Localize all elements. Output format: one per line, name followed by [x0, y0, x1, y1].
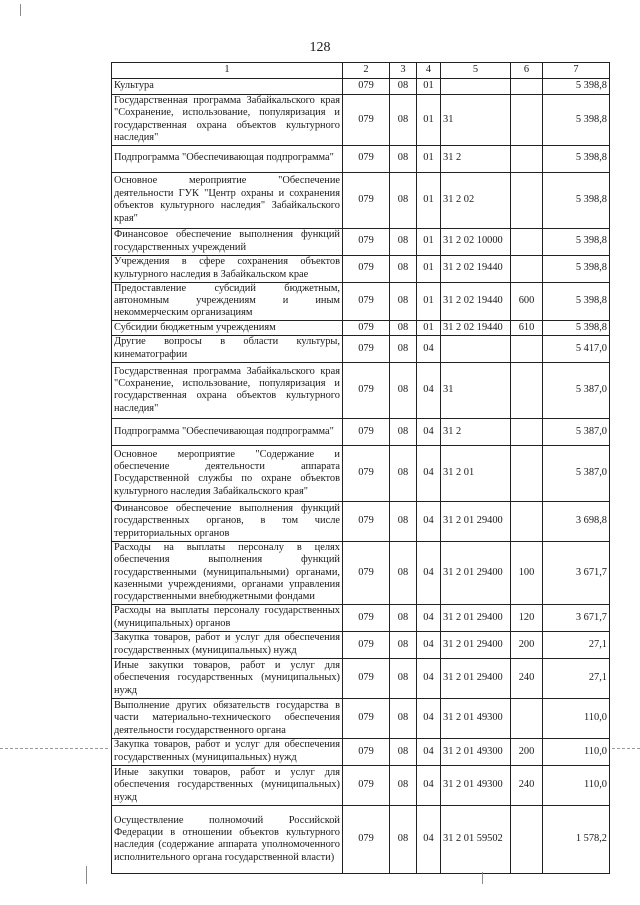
subsection-code: 01	[417, 95, 441, 146]
subsection-code: 04	[417, 335, 441, 362]
expense-type: 610	[511, 320, 543, 335]
subsection-code: 04	[417, 738, 441, 765]
section-code: 08	[390, 765, 417, 805]
section-code: 08	[390, 501, 417, 541]
amount: 5 398,8	[543, 145, 610, 172]
section-code: 08	[390, 320, 417, 335]
table-row	[112, 335, 610, 362]
section-code: 08	[390, 362, 417, 418]
row-name: Иные закупки товаров, работ и услуг для обеспечения государственных (муниципальных) нужд	[112, 658, 343, 698]
subsection-code: 04	[417, 541, 441, 604]
expense-type: 120	[511, 604, 543, 631]
expense-type: 240	[511, 765, 543, 805]
subsection-code: 04	[417, 805, 441, 873]
section-code: 08	[390, 604, 417, 631]
scan-artifact-line	[0, 748, 108, 749]
amount: 110,0	[543, 765, 610, 805]
subsection-code: 04	[417, 631, 441, 658]
target-article	[441, 79, 511, 95]
table-row	[112, 658, 610, 698]
row-name: Государственная программа Забайкальского края "Сохранение, использование, популяризация и государственная охрана объектов культурного наследия"	[112, 95, 343, 146]
subsection-code: 04	[417, 418, 441, 445]
ministry-code: 079	[343, 445, 390, 501]
col-header-amount: 7	[543, 63, 610, 79]
row-name: Закупка товаров, работ и услуг для обеспечения государственных (муниципальных) нужд	[112, 631, 343, 658]
ministry-code: 079	[343, 501, 390, 541]
col-header-ministry: 2	[343, 63, 390, 79]
section-code: 08	[390, 445, 417, 501]
table-row	[112, 255, 610, 282]
target-article: 31 2 01 49300	[441, 738, 511, 765]
amount: 110,0	[543, 698, 610, 738]
ministry-code: 079	[343, 255, 390, 282]
target-article: 31 2 02	[441, 172, 511, 228]
scan-artifact-tick	[20, 4, 21, 16]
amount: 5 398,8	[543, 255, 610, 282]
expense-type: 600	[511, 282, 543, 320]
table-row	[112, 501, 610, 541]
row-name: Осуществление полномочий Российской Федерации в отношении объектов культурного наследия (содержание аппарата уполномоченного исполнительного органа государственной власти)	[112, 805, 343, 873]
expense-type	[511, 172, 543, 228]
subsection-code: 04	[417, 658, 441, 698]
target-article: 31 2 01 49300	[441, 698, 511, 738]
subsection-code: 01	[417, 255, 441, 282]
target-article: 31 2 02 19440	[441, 320, 511, 335]
target-article: 31 2 02 19440	[441, 255, 511, 282]
amount: 27,1	[543, 658, 610, 698]
table-row	[112, 362, 610, 418]
subsection-code: 04	[417, 445, 441, 501]
ministry-code: 079	[343, 698, 390, 738]
table-row	[112, 631, 610, 658]
table-row	[112, 172, 610, 228]
section-code: 08	[390, 228, 417, 255]
row-name: Государственная программа Забайкальского края "Сохранение, использование, популяризация и государственная охрана объектов культурного наследия"	[112, 362, 343, 418]
row-name: Основное мероприятие "Обеспечение деятельности ГУК "Центр охраны и сохранения объектов культурного наследия" Забайкальского края"	[112, 172, 343, 228]
col-header-name: 1	[112, 63, 343, 79]
row-name: Предоставление субсидий бюджетным, автономным учреждениям и иным некоммерческим организациям	[112, 282, 343, 320]
ministry-code: 079	[343, 335, 390, 362]
amount: 1 578,2	[543, 805, 610, 873]
table-row	[112, 95, 610, 146]
section-code: 08	[390, 79, 417, 95]
ministry-code: 079	[343, 95, 390, 146]
col-header-section: 3	[390, 63, 417, 79]
ministry-code: 079	[343, 145, 390, 172]
subsection-code: 01	[417, 228, 441, 255]
table-row	[112, 738, 610, 765]
page-number: 128	[309, 40, 331, 55]
subsection-code: 04	[417, 698, 441, 738]
row-name: Закупка товаров, работ и услуг для обеспечения государственных (муниципальных) нужд	[112, 738, 343, 765]
scan-artifact-tick	[482, 872, 483, 884]
amount: 5 398,8	[543, 79, 610, 95]
section-code: 08	[390, 282, 417, 320]
amount: 3 671,7	[543, 604, 610, 631]
row-name: Иные закупки товаров, работ и услуг для обеспечения государственных (муниципальных) нужд	[112, 765, 343, 805]
amount: 5 398,8	[543, 228, 610, 255]
row-name: Финансовое обеспечение выполнения функций государственных учреждений	[112, 228, 343, 255]
row-name: Основное мероприятие "Содержание и обеспечение деятельности аппарата Государственной службы по охране объектов культурного наследия Забайкальского края"	[112, 445, 343, 501]
section-code: 08	[390, 698, 417, 738]
expense-type	[511, 255, 543, 282]
amount: 3 698,8	[543, 501, 610, 541]
section-code: 08	[390, 738, 417, 765]
table-row	[112, 805, 610, 873]
col-header-expense-type: 6	[511, 63, 543, 79]
expense-type	[511, 335, 543, 362]
subsection-code: 01	[417, 145, 441, 172]
expense-type: 200	[511, 631, 543, 658]
amount: 5 417,0	[543, 335, 610, 362]
table-row	[112, 320, 610, 335]
expense-type	[511, 418, 543, 445]
row-name: Субсидии бюджетным учреждениям	[112, 320, 343, 335]
target-article: 31	[441, 362, 511, 418]
expense-type: 100	[511, 541, 543, 604]
ministry-code: 079	[343, 79, 390, 95]
ministry-code: 079	[343, 658, 390, 698]
amount: 3 671,7	[543, 541, 610, 604]
target-article: 31 2 01 29400	[441, 541, 511, 604]
ministry-code: 079	[343, 320, 390, 335]
col-header-subsection: 4	[417, 63, 441, 79]
ministry-code: 079	[343, 765, 390, 805]
target-article: 31 2	[441, 418, 511, 445]
expense-type	[511, 228, 543, 255]
scan-artifact-line	[612, 748, 640, 749]
section-code: 08	[390, 95, 417, 146]
amount: 27,1	[543, 631, 610, 658]
row-name: Подпрограмма "Обеспечивающая подпрограмма"	[112, 145, 343, 172]
table-row	[112, 79, 610, 95]
expense-type	[511, 805, 543, 873]
section-code: 08	[390, 418, 417, 445]
row-name: Выполнение других обязательств государства в части материально-технического обеспечения деятельности государственного органа	[112, 698, 343, 738]
ministry-code: 079	[343, 738, 390, 765]
table-header-row	[112, 63, 610, 79]
ministry-code: 079	[343, 172, 390, 228]
section-code: 08	[390, 172, 417, 228]
ministry-code: 079	[343, 604, 390, 631]
amount: 5 398,8	[543, 95, 610, 146]
expense-type	[511, 501, 543, 541]
row-name: Расходы на выплаты персоналу государственных (муниципальных) органов	[112, 604, 343, 631]
table-row	[112, 604, 610, 631]
expense-type	[511, 145, 543, 172]
amount: 5 398,8	[543, 320, 610, 335]
row-name: Культура	[112, 79, 343, 95]
target-article: 31 2 02 10000	[441, 228, 511, 255]
target-article: 31 2 01 29400	[441, 658, 511, 698]
target-article	[441, 335, 511, 362]
ministry-code: 079	[343, 282, 390, 320]
section-code: 08	[390, 631, 417, 658]
target-article: 31 2 01	[441, 445, 511, 501]
section-code: 08	[390, 541, 417, 604]
ministry-code: 079	[343, 805, 390, 873]
subsection-code: 04	[417, 362, 441, 418]
col-header-target-article: 5	[441, 63, 511, 79]
row-name: Финансовое обеспечение выполнения функций государственных органов, в том числе территориальных органов	[112, 501, 343, 541]
target-article: 31	[441, 95, 511, 146]
subsection-code: 04	[417, 604, 441, 631]
ministry-code: 079	[343, 631, 390, 658]
row-name: Учреждения в сфере сохранения объектов культурного наследия в Забайкальском крае	[112, 255, 343, 282]
target-article: 31 2 02 19440	[441, 282, 511, 320]
table-row	[112, 228, 610, 255]
ministry-code: 079	[343, 362, 390, 418]
ministry-code: 079	[343, 228, 390, 255]
table-row	[112, 541, 610, 604]
amount: 5 387,0	[543, 418, 610, 445]
amount: 5 398,8	[543, 172, 610, 228]
ministry-code: 079	[343, 418, 390, 445]
scan-artifact-tick	[86, 866, 87, 884]
amount: 5 387,0	[543, 445, 610, 501]
section-code: 08	[390, 145, 417, 172]
subsection-code: 01	[417, 172, 441, 228]
amount: 110,0	[543, 738, 610, 765]
row-name: Другие вопросы в области культуры, кинематографии	[112, 335, 343, 362]
expense-type: 240	[511, 658, 543, 698]
section-code: 08	[390, 255, 417, 282]
subsection-code: 01	[417, 282, 441, 320]
subsection-code: 01	[417, 320, 441, 335]
table-row	[112, 698, 610, 738]
section-code: 08	[390, 805, 417, 873]
table-row	[112, 145, 610, 172]
subsection-code: 04	[417, 501, 441, 541]
target-article: 31 2	[441, 145, 511, 172]
expense-type	[511, 79, 543, 95]
amount: 5 398,8	[543, 282, 610, 320]
amount: 5 387,0	[543, 362, 610, 418]
target-article: 31 2 01 29400	[441, 631, 511, 658]
target-article: 31 2 01 29400	[441, 501, 511, 541]
expense-type	[511, 445, 543, 501]
row-name: Подпрограмма "Обеспечивающая подпрограмма"	[112, 418, 343, 445]
expense-type	[511, 95, 543, 146]
target-article: 31 2 01 29400	[441, 604, 511, 631]
table-row	[112, 418, 610, 445]
table-row	[112, 445, 610, 501]
ministry-code: 079	[343, 541, 390, 604]
subsection-code: 04	[417, 765, 441, 805]
expense-type	[511, 698, 543, 738]
row-name: Расходы на выплаты персоналу в целях обеспечения выполнения функций государственными (муниципальными) органами, казенными учреждениями, органами управления государственными внебюджетными фондами	[112, 541, 343, 604]
table-row	[112, 282, 610, 320]
expense-type	[511, 362, 543, 418]
budget-table	[111, 62, 610, 874]
section-code: 08	[390, 335, 417, 362]
target-article: 31 2 01 59502	[441, 805, 511, 873]
expense-type: 200	[511, 738, 543, 765]
target-article: 31 2 01 49300	[441, 765, 511, 805]
table-row	[112, 765, 610, 805]
section-code: 08	[390, 658, 417, 698]
subsection-code: 01	[417, 79, 441, 95]
